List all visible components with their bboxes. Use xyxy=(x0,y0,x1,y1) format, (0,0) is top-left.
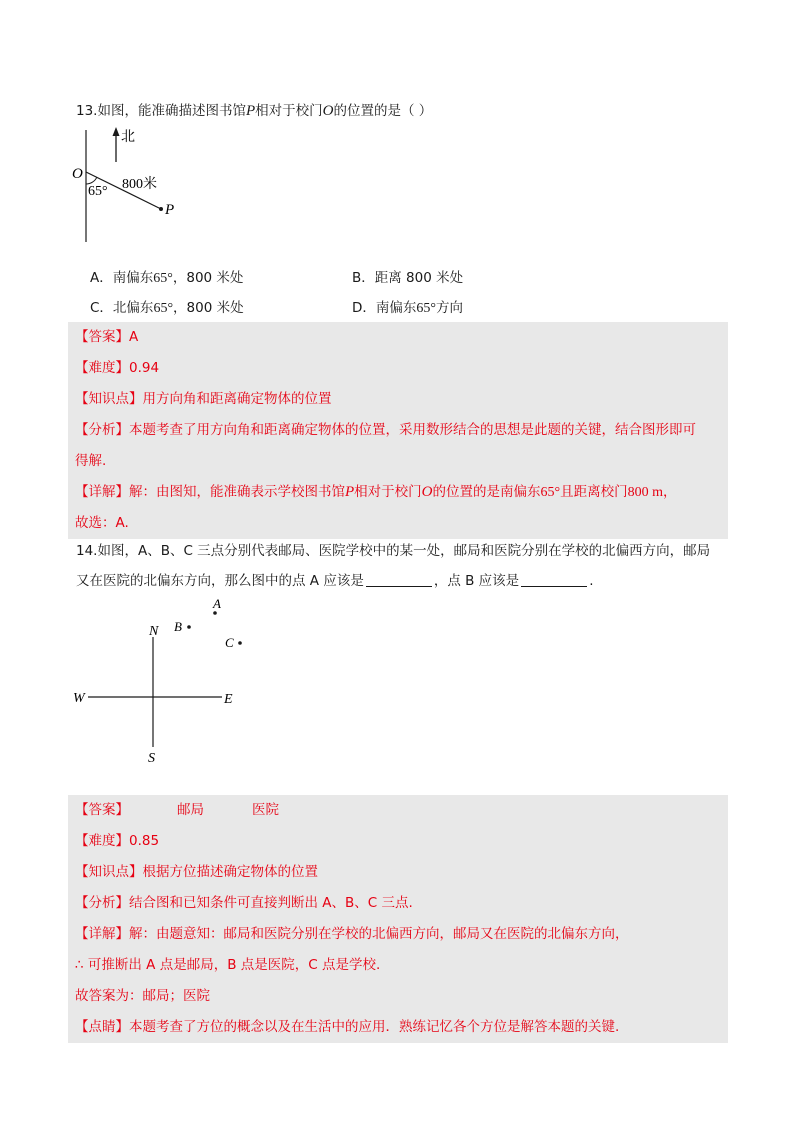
q13-knowledge-text: 用方向角和距离确定物体的位置 xyxy=(142,391,332,407)
q14-figure xyxy=(70,595,260,775)
q14-analysis-text: 结合图和已知条件可直接判断出 A、B、C 三点. xyxy=(129,895,413,911)
q13-option-c-label: C．北偏东 xyxy=(90,300,154,316)
q13-option-b-label: B．距离 800 米处 xyxy=(352,270,464,286)
detail-tag: 【详解】 xyxy=(75,926,129,942)
q13-fig-o: O xyxy=(72,166,83,182)
north-arrow-head-icon xyxy=(113,127,120,136)
q14-stem-line2c: . xyxy=(589,573,594,589)
compass-w: W xyxy=(73,691,85,706)
q13-fig-north: 北 xyxy=(121,129,135,145)
knowledge-tag: 【知识点】 xyxy=(75,391,143,407)
q13-option-a xyxy=(90,266,243,287)
label-c: C xyxy=(225,635,234,650)
q13-fig-distance: 800米 xyxy=(122,177,157,192)
label-b: B xyxy=(174,619,182,634)
q13-difficulty-row xyxy=(68,353,728,384)
point-a xyxy=(213,611,217,615)
compass-n: N xyxy=(149,624,159,639)
q13-stem-o: O xyxy=(322,103,334,119)
q14-detail-row2 xyxy=(68,950,728,981)
q14-solution-block xyxy=(68,795,728,1043)
q13-fig-angle: 65° xyxy=(88,184,108,199)
q13-stem-p: P xyxy=(245,103,256,119)
q14-stem-line2b: ，点 B 应该是 xyxy=(433,573,520,589)
q14-detail-text: 解：由题意知：邮局和医院分别在学校的北偏西方向，邮局又在医院的北偏东方向， xyxy=(129,926,629,942)
q13-figure xyxy=(66,122,196,244)
compass-s: S xyxy=(148,751,155,766)
point-c xyxy=(238,641,242,645)
q13-detail-row xyxy=(68,477,728,508)
q13-detail-dist: 800 m xyxy=(627,485,664,500)
q13-detail-p3: 的位置的是南偏东 xyxy=(432,484,541,500)
q13-detail-p4: 且距离校门 xyxy=(560,484,628,500)
point-b xyxy=(187,625,191,629)
q13-detail-p2: 相对于校门 xyxy=(354,484,422,500)
label-a: A xyxy=(213,596,221,611)
q13-stem-mid: 相对于校门 xyxy=(255,103,323,119)
q13-detail-p: P xyxy=(345,484,355,500)
q14-answer-row xyxy=(68,795,728,826)
q13-detail-row2 xyxy=(68,508,728,539)
q13-option-d xyxy=(352,296,463,317)
q14-analysis-row xyxy=(68,888,728,919)
q14-knowledge-text: 根据方位描述确定物体的位置 xyxy=(142,864,318,880)
difficulty-tag: 【难度】 xyxy=(75,360,129,376)
knowledge-tag: 【知识点】 xyxy=(75,864,143,880)
q13-option-a-label: A．南偏东 xyxy=(90,270,154,286)
q14-detail-row xyxy=(68,919,728,950)
analysis-tag: 【分析】 xyxy=(75,422,129,438)
q13-stem xyxy=(76,99,432,120)
q14-answer-2: 医院 xyxy=(252,802,279,818)
q13-option-c xyxy=(90,296,244,317)
q13-analysis-line2: 得解. xyxy=(75,453,107,469)
q13-difficulty-text: 0.94 xyxy=(129,360,160,376)
q13-fig-p: P xyxy=(165,202,175,218)
q13-knowledge-row xyxy=(68,384,728,415)
q13-stem-suffix: 的位置的是（ ） xyxy=(333,103,433,119)
q13-detail-p1: 解：由图知，能准确表示学校图书馆 xyxy=(129,484,345,500)
q14-difficulty-row xyxy=(68,826,728,857)
detail-tag: 【详解】 xyxy=(75,484,129,500)
q13-analysis-line1: 本题考查了用方向角和距离确定物体的位置，采用数形结合的思想是此题的关键，结合图形即可 xyxy=(129,422,696,438)
q13-option-c-rest: ，800 米处 xyxy=(173,300,244,316)
angle-arc xyxy=(86,177,97,184)
q14-stem-line1 xyxy=(76,539,710,559)
comment-tag: 【点睛】 xyxy=(75,1019,129,1035)
q13-solution-block xyxy=(68,322,728,539)
q14-detail-line3: 故答案为：邮局；医院 xyxy=(75,988,210,1004)
q13-analysis-row2 xyxy=(68,446,728,477)
q13-detail-line2: 故选：A. xyxy=(75,515,129,531)
q13-detail-deg: 65° xyxy=(540,485,561,500)
q13-answer-row xyxy=(68,322,728,353)
q13-stem-prefix: 13.如图，能准确描述图书馆 xyxy=(76,103,246,119)
difficulty-tag: 【难度】 xyxy=(75,833,129,849)
answer-blank-b[interactable] xyxy=(521,572,587,587)
q13-option-a-rest: ，800 米处 xyxy=(172,270,244,286)
q13-analysis-row xyxy=(68,415,728,446)
q14-detail-row3 xyxy=(68,981,728,1012)
q13-option-d-label: D．南偏东 xyxy=(352,300,417,316)
q14-answer-1: 邮局 xyxy=(177,802,204,818)
answer-tag: 【答案】 xyxy=(75,802,129,818)
q14-knowledge-row xyxy=(68,857,728,888)
q13-option-d-deg: 65° xyxy=(416,301,437,316)
q14-difficulty-text: 0.85 xyxy=(129,833,160,849)
answer-tag: 【答案】 xyxy=(75,329,129,345)
q14-comment-row xyxy=(68,1012,728,1043)
q14-stem-line1-text: 14.如图，A、B、C 三点分别代表邮局、医院学校中的某一处，邮局和医院分别在学校的北偏西方向，邮局 xyxy=(76,543,711,559)
q13-detail-o: O xyxy=(421,484,433,500)
q13-option-b xyxy=(352,266,463,286)
q13-answer-text: A xyxy=(129,329,139,345)
compass-e: E xyxy=(224,692,233,707)
q14-stem-line2 xyxy=(76,569,593,589)
answer-blank-a[interactable] xyxy=(366,572,432,587)
q13-option-d-rest: 方向 xyxy=(436,300,464,316)
q13-detail-p5: ， xyxy=(663,484,677,500)
analysis-tag: 【分析】 xyxy=(75,895,129,911)
q14-stem-line2a: 又在医院的北偏东方向，那么图中的点 A 应该是 xyxy=(76,573,364,589)
q13-option-a-deg: 65° xyxy=(153,271,173,286)
q13-option-c-deg: 65° xyxy=(153,301,174,316)
q14-comment-text: 本题考查了方位的概念以及在生活中的应用．熟练记忆各个方位是解答本题的关键. xyxy=(129,1019,620,1035)
point-p xyxy=(159,207,163,211)
q14-detail-line2: ∴ 可推断出 A 点是邮局，B 点是医院，C 点是学校. xyxy=(75,957,381,973)
